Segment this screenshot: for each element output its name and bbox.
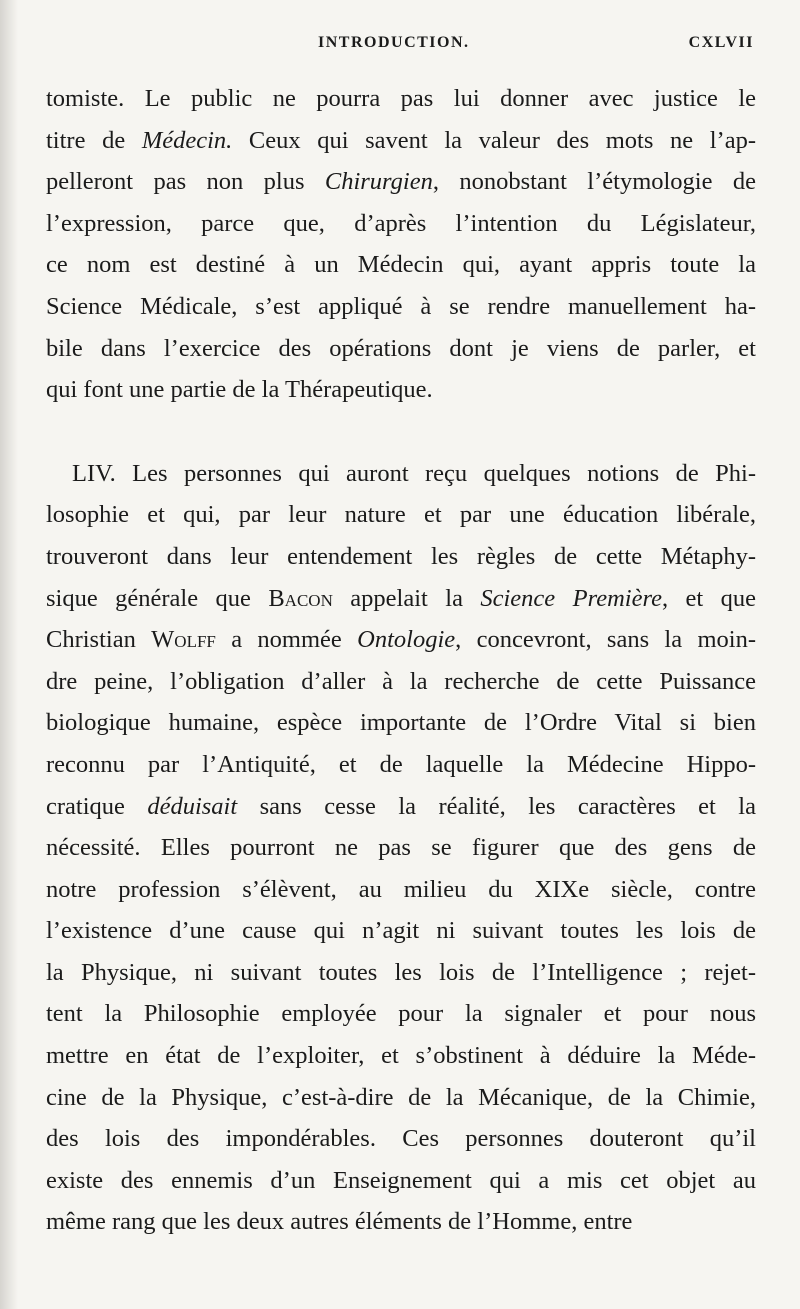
text-segment: appelait la (332, 584, 481, 612)
text-line (46, 744, 756, 786)
text-line (46, 78, 756, 120)
text-segment: , nonobstant l’étymologie de (432, 168, 756, 196)
text-segment: biologique humaine, espèce importante de l’Ordre Vital si bien (46, 709, 756, 737)
text-line (46, 120, 756, 162)
text-segment: bile dans l’exercice des opérations dont je viens de parler, et (46, 334, 756, 362)
text-segment: Chirurgien (324, 168, 433, 196)
text-line (46, 827, 756, 869)
text-line (46, 161, 756, 203)
text-segment: la Physique, ni suivant toutes les lois de l’Intelligence ; rejet- (46, 958, 756, 986)
page-body (46, 78, 756, 1243)
paragraph-gap (46, 411, 756, 453)
text-segment: cine de la Physique, c’est-à-dire de la Mécanique, de la Chimie, (46, 1083, 756, 1111)
text-segment: des lois des impondérables. Ces personnes douteront qu’il (46, 1125, 756, 1153)
text-line (46, 869, 756, 911)
text-segment: Ontologie (357, 626, 456, 654)
text-line (46, 1118, 756, 1160)
text-segment: Bacon (268, 584, 333, 612)
text-segment: notre profession s’élèvent, au milieu du XIXe siècle, contre (46, 875, 756, 903)
page-gutter-shadow (0, 0, 18, 1309)
page-header (46, 34, 754, 58)
text-segment: l’existence d’une cause qui n’agit ni suivant toutes les lois de (46, 917, 756, 945)
text-segment: mettre en état de l’exploiter, et s’obstinent à déduire la Méde- (46, 1042, 756, 1070)
paragraph-1 (46, 78, 756, 411)
text-line (46, 661, 756, 703)
text-line (46, 952, 756, 994)
text-segment: l’expression, parce que, d’après l’intention du Législateur, (46, 209, 756, 237)
text-segment: , concevront, sans la moin- (455, 626, 756, 654)
text-line (46, 328, 756, 370)
text-line (46, 1077, 756, 1119)
text-line (46, 453, 756, 495)
text-segment: cratique (46, 792, 148, 820)
text-line (46, 369, 756, 411)
running-head: INTRODUCTION. (318, 34, 470, 51)
text-line (46, 203, 756, 245)
text-segment: tent la Philosophie employée pour la signaler et pour nous (46, 1000, 756, 1028)
text-line (46, 244, 756, 286)
text-segment: tomiste. Le public ne pourra pas lui donner avec justice le (46, 85, 756, 112)
text-line (46, 286, 756, 328)
text-line (46, 1035, 756, 1077)
page-number: CXLVII (688, 34, 754, 51)
text-segment: losophie et qui, par leur nature et par une éducation libérale, (46, 501, 756, 529)
text-segment: Christian (46, 626, 152, 654)
text-line (46, 536, 756, 578)
text-segment: même rang que les deux autres éléments de l’Homme, entre (46, 1208, 633, 1236)
text-segment: sans cesse la réalité, les caractères et la (237, 792, 756, 820)
text-segment: sique générale que (46, 584, 269, 612)
paragraph-2 (46, 453, 756, 1243)
text-segment: , et que (661, 584, 756, 612)
text-segment: Science Médicale, s’est appliqué à se rendre manuellement ha- (46, 292, 756, 320)
text-segment: a nommée (215, 626, 358, 654)
text-line (46, 910, 756, 952)
text-segment: titre de (46, 126, 142, 154)
text-line (46, 578, 756, 620)
text-segment: Science Première (480, 584, 662, 612)
text-segment: déduisait (147, 792, 238, 820)
text-line (46, 494, 756, 536)
text-segment: existe des ennemis d’un Enseignement qui a mis cet objet au (46, 1166, 756, 1194)
text-segment: reconnu par l’Antiquité, et de laquelle la Médecine Hippo- (46, 750, 756, 778)
text-line (46, 702, 756, 744)
text-line (46, 786, 756, 828)
text-segment: pelleront pas non plus (46, 168, 325, 196)
text-segment: nécessité. Elles pourront ne pas se figurer que des gens de (46, 834, 756, 862)
text-line (46, 993, 756, 1035)
text-segment: trouveront dans leur entendement les règles de cette Métaphy- (46, 542, 756, 570)
text-segment: LIV. Les personnes qui auront reçu quelques notions de Phi- (72, 459, 756, 487)
text-segment: ce nom est destiné à un Médecin qui, ayant appris toute la (46, 251, 756, 279)
text-segment: Médecin. (141, 126, 233, 154)
text-segment: Ceux qui savent la valeur des mots ne l’ap- (232, 126, 757, 154)
text-line (46, 619, 756, 661)
text-line (46, 1160, 756, 1202)
text-line (46, 1201, 756, 1243)
text-segment: qui font une partie de la Thérapeutique. (46, 376, 433, 404)
text-segment: dre peine, l’obligation d’aller à la recherche de cette Puissance (46, 667, 756, 695)
text-segment: Wolff (151, 626, 216, 654)
